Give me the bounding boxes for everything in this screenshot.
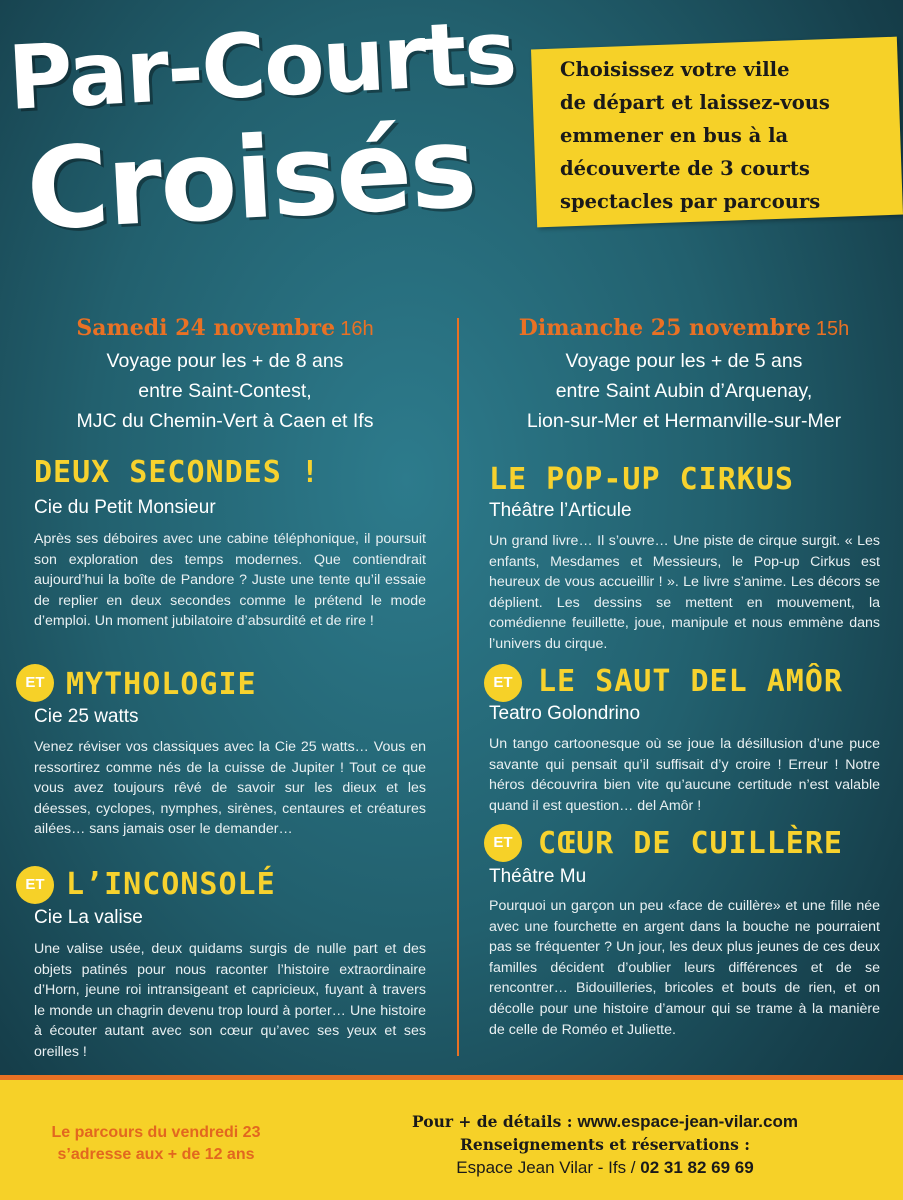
show-description: Venez réviser vos classiques avec la Cie 25 watts… Vous en ressortirez comme nés de la cuisse de Jupiter ! Tout ce que vous avez toujours rêvé de savoir sur les dieux et les déesses, cyclopes, nymphes, sirènes, centaures et créatures ailées… sans jamais oser le demander… [34,739,426,838]
et-badge: ET [484,824,522,862]
show-description: Un grand livre… Il s’ouvre… Une piste de cirque surgit. « Les enfants, Mesdames et Messieurs, le Pop-up Cirkus est heureux de vous accueillir ! ». Le livre s’anime. Les décors se déplient. Les dessins se mettent en mouvement, la comédienne feuillette, joue, manipule et nous emmène dans l’univers du cirque. [489,533,880,652]
left-voyage-line: MJC du Chemin-Vert à Caen et Ifs [76,410,374,432]
right-date: Dimanche 25 novembre [518,315,811,341]
show-title: CŒUR DE CUILLÈRE [538,826,843,861]
et-badge: ET [16,866,54,904]
show-company: Théâtre Mu [489,866,587,887]
show-title: LE POP-UP CIRKUS [489,462,794,497]
details-label: Pour + de détails : [412,1112,573,1131]
tagline-line: emmener en bus à la [560,124,789,147]
show-description: Une valise usée, deux quidams surgis de nulle part et des objets patinés pour nous raconter l’histoire extraordinaire d’Horn, jeune roi intransigeant et capricieux, fuyant à travers le monde un chagrin devenu trop lourd à porter… Une histoire à écouter autant avec son cœur qu’avec ses yeux et ses oreilles ! [34,941,426,1060]
tagline-line: de départ et laissez-vous [560,91,830,114]
show-company: Cie La valise [34,907,143,928]
venue-name: Espace Jean Vilar - Ifs / [456,1158,641,1177]
left-voyage-line: Voyage pour les + de 8 ans [106,350,344,372]
title-line-1: Par-Courts [5,0,518,130]
show-company: Teatro Golondrino [489,703,641,724]
info-label: Renseignements et réservations : [459,1135,751,1154]
show-company: Cie du Petit Monsieur [34,497,216,518]
et-badge: ET [484,664,522,702]
left-date: Samedi 24 novembre [76,315,336,341]
right-voyage-line: Lion-sur-Mer et Hermanville-sur-Mer [526,410,842,432]
right-hour: 15h [815,318,850,340]
show-description: Après ses déboires avec une cabine téléphonique, il poursuit son exploration des temps modernes. Que contiendrait aujourd’hui la boîte de Pandore ? Juste une tente qu’il essaie de replier en deux secondes comme le prétend le mode d’emploi. Un moment jubilatoire d’absurdité et de rire ! [34,531,426,630]
footer-note [18,1122,294,1166]
right-voyage-line: entre Saint Aubin d’Arquenay, [555,380,813,402]
column-divider [457,318,459,1056]
show-title: LE SAUT DEL AMÔR [538,664,843,699]
show-description: Un tango cartoonesque où se joue la désillusion d’une puce savante qui pensait qu’il suffisait d’y croire ! Erreur ! Notre héros découvrira bien vite qu’aucune certitude n’est valable quand il est question… del Amôr ! [489,736,880,814]
show-company: Théâtre l’Articule [489,500,632,521]
show-company: Cie 25 watts [34,706,139,727]
footer-note-line: Le parcours du vendredi 23 [51,1124,261,1141]
tagline [560,53,880,218]
et-badge: ET [16,664,54,702]
title-line-2: Croisés [23,102,478,256]
right-column-header [478,312,890,436]
footer-contact [370,1110,840,1180]
tagline-line: découverte de 3 courts [560,157,810,180]
footer-note-line: s’adresse aux + de 12 ans [57,1146,255,1163]
left-hour: 16h [340,318,374,340]
phone-number: 02 31 82 69 69 [640,1158,754,1177]
website-link[interactable]: www.espace-jean-vilar.com [577,1112,798,1131]
left-voyage-line: entre Saint-Contest, [138,380,312,402]
show-description: Pourquoi un garçon un peu «face de cuillère» et une fille née avec une fourchette en argent dans la bouche ne pourraient pas se fréquenter ? Un jour, les deux plus jeunes de ces deux familles décident d’oublier leurs différences et de se rencontrer… Bidouilleries, bricoles et bouts de rien, et on décolle pour une histoire d’amour qui se trame à la manière de celle de Roméo et Juliette. [489,898,880,1038]
tagline-line: Choisissez votre ville [560,58,790,81]
left-column-header [20,312,430,436]
show-title: L’INCONSOLÉ [66,867,276,902]
show-title: MYTHOLOGIE [66,667,257,702]
right-voyage-line: Voyage pour les + de 5 ans [565,350,803,372]
tagline-line: spectacles par parcours [560,190,821,213]
show-title: DEUX SECONDES ! [34,455,320,490]
